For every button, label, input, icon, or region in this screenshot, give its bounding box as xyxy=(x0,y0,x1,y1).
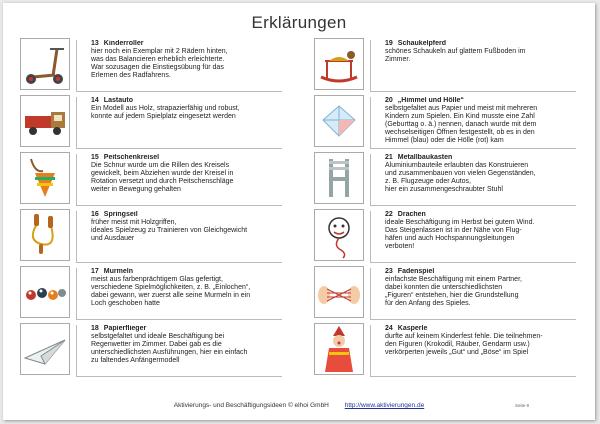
list-item xyxy=(20,38,284,92)
page-title: Erklärungen xyxy=(251,13,347,32)
list-item xyxy=(314,266,578,320)
list-item xyxy=(20,209,284,263)
item-text xyxy=(370,40,576,92)
item-number: 13 xyxy=(91,40,99,47)
rocking-horse-icon xyxy=(314,38,364,90)
item-title: Murmeln xyxy=(103,268,133,275)
list-item xyxy=(314,209,578,263)
left-column xyxy=(20,38,284,380)
item-text xyxy=(76,40,282,92)
item-number: 21 xyxy=(385,154,393,161)
item-title: Drachen xyxy=(397,211,426,218)
item-description: schönes Schaukeln auf glattem Fußboden im Zimmer. xyxy=(385,48,526,63)
list-item xyxy=(20,95,284,149)
item-title: Schaukelpferd xyxy=(397,40,447,47)
list-item xyxy=(314,38,578,92)
page-number: Seite 8 xyxy=(514,403,529,408)
item-text xyxy=(76,154,282,206)
item-text xyxy=(76,325,282,377)
item-title: Springseil xyxy=(103,211,138,218)
item-text xyxy=(370,325,576,377)
item-text xyxy=(370,154,576,206)
item-title: Lastauto xyxy=(103,97,133,104)
item-text xyxy=(370,211,576,263)
item-description: ideale Beschäftigung im Herbst bei gutem Wind. Das Steigenlassen ist in der Nähe von Flug- häfen und auch Hochspannungsleitungen verboten! xyxy=(385,219,535,250)
document-page xyxy=(3,3,595,420)
puppet-icon xyxy=(314,323,364,375)
footer-copyright: Aktivierungs- und Beschäftigungsideen © elhoi GmbH xyxy=(173,402,329,409)
page-footer xyxy=(3,402,595,409)
item-title: Kinderroller xyxy=(103,40,144,47)
item-title: Peitschenkreisel xyxy=(103,154,160,161)
metal-chair-icon xyxy=(314,152,364,204)
list-item xyxy=(314,152,578,206)
item-description: selbstgefaltet und ideale Beschäftigung bei Regenwetter im Zimmer. Dabei gab es die unterschiedlichsten Ausführungen, hier ein einfach zu faltendes Anfängermodell xyxy=(91,333,248,364)
list-item xyxy=(20,266,284,320)
paper-plane-icon xyxy=(20,323,70,375)
list-item xyxy=(20,323,284,377)
item-description: hier noch ein Exemplar mit 2 Rädern hinten, was das Balancieren erheblich erleichterte. War sozusagen die Einstiegsübung für das Erlernen des Radfahrens. xyxy=(91,48,228,79)
item-description: meist aus farbenprächtigem Glas gefertigt, verschiedene Spielmöglichkeiten, z. B. „Einlochen“, dabei gewann, wer zuerst alle seine Murmeln in ein Loch geschoben hatte xyxy=(91,276,251,307)
item-title: „Himmel und Hölle“ xyxy=(397,97,464,104)
item-description: früher meist mit Holzgriffen, ideales Spielzeug zu Trainieren von Gleichgewicht und Ausdauer xyxy=(91,219,248,242)
marbles-icon xyxy=(20,266,70,318)
item-description: Die Schnur wurde um die Rillen des Kreisels gewickelt, beim Abziehen wurde der Kreisel in Rotation versetzt und durch Peitschenschläge weiter in Bewegung gehalten xyxy=(91,162,234,193)
item-text xyxy=(370,97,576,149)
item-title: Metallbaukasten xyxy=(397,154,453,161)
item-number: 24 xyxy=(385,325,393,332)
item-number: 17 xyxy=(91,268,99,275)
footer-link[interactable]: http://www.aktivierungen.de xyxy=(344,402,425,409)
right-column xyxy=(314,38,578,380)
item-number: 14 xyxy=(91,97,99,104)
string-game-icon xyxy=(314,266,364,318)
item-title: Papierflieger xyxy=(103,325,147,332)
item-description: Ein Modell aus Holz, strapazierfähig und robust, konnte auf jedem Spielplatz eingesetzt werden xyxy=(91,105,240,120)
item-description: einfachste Beschäftigung mit einem Partner, dabei konnten die unterschiedlichsten „Figuren“ entstehen, hier die Grundstellung für den Anfang des Spieles. xyxy=(385,276,522,307)
item-title: Fadenspiel xyxy=(397,268,435,275)
item-number: 19 xyxy=(385,40,393,47)
item-description: durfte auf keinem Kinderfest fehle. Die teilnehmen- den Figuren (Krokodil, Räuber, Gendarm usw.) verkörperten jeweils „Gut“ und „Böse“ im Spiel xyxy=(385,333,543,356)
item-text xyxy=(76,211,282,263)
item-text xyxy=(76,268,282,320)
scooter-icon xyxy=(20,38,70,90)
item-description: Aluminiumbauteile erlaubten das Konstruieren und zusammenbauen von vielen Gegenständen, z. B. Flugzeuge oder Autos, hier ein zusammengeschraubter Stuhl xyxy=(385,162,536,193)
item-number: 16 xyxy=(91,211,99,218)
item-text xyxy=(76,97,282,149)
toy-truck-icon xyxy=(20,95,70,147)
item-number: 22 xyxy=(385,211,393,218)
item-title: Kasperle xyxy=(397,325,428,332)
item-description: selbstgefaltet aus Papier und meist mit mehreren Kindern zum Spielen. Ein Kind musste eine Zahl (Geburttag o. ä.) nennen, danach wurde mit dem wechselseitigen Öffnen festgestellt, ob es in den Himmel (blau) oder die Hölle (rot) kam xyxy=(385,105,538,144)
paper-fortune-teller-icon xyxy=(314,95,364,147)
jump-rope-icon xyxy=(20,209,70,261)
item-number: 23 xyxy=(385,268,393,275)
item-number: 20 xyxy=(385,97,393,104)
kite-icon xyxy=(314,209,364,261)
whip-top-icon xyxy=(20,152,70,204)
item-number: 15 xyxy=(91,154,99,161)
list-item xyxy=(314,323,578,377)
list-item xyxy=(20,152,284,206)
list-item xyxy=(314,95,578,149)
item-text xyxy=(370,268,576,320)
item-number: 18 xyxy=(91,325,99,332)
